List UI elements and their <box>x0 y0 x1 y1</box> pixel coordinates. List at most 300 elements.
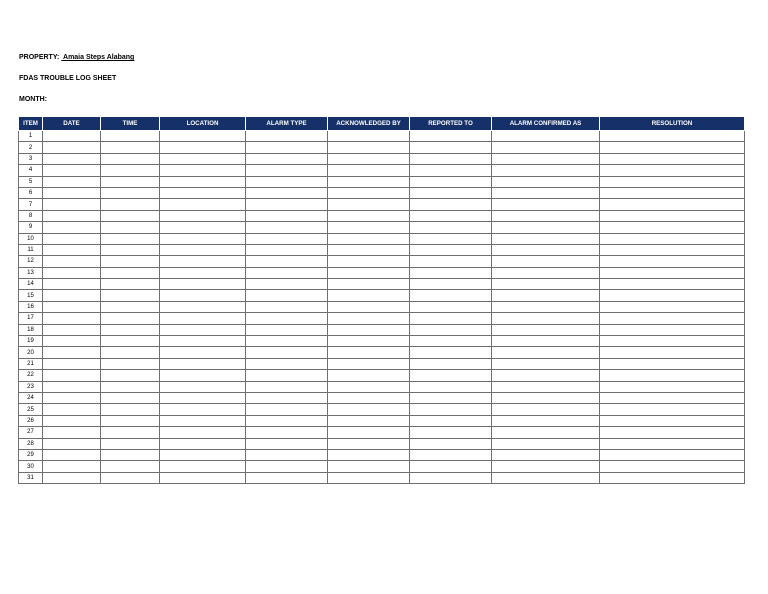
property-label: PROPERTY: <box>19 54 60 61</box>
table-row <box>19 472 745 483</box>
acknowledged-by-cell[interactable] <box>328 392 410 403</box>
table-row <box>19 244 745 255</box>
date-cell[interactable] <box>43 267 101 278</box>
date-cell[interactable] <box>43 336 101 347</box>
date-cell[interactable] <box>43 347 101 358</box>
date-cell[interactable] <box>43 472 101 483</box>
time-cell[interactable] <box>101 449 160 460</box>
acknowledged-by-cell[interactable] <box>328 187 410 198</box>
alarm-type-cell[interactable] <box>246 267 328 278</box>
alarm-confirmed-as-cell[interactable] <box>492 301 600 312</box>
alarm-type-cell[interactable] <box>246 153 328 164</box>
alarm-type-cell[interactable] <box>246 472 328 483</box>
acknowledged-by-cell[interactable] <box>328 165 410 176</box>
alarm-type-cell[interactable] <box>246 165 328 176</box>
date-cell[interactable] <box>43 187 101 198</box>
location-cell[interactable] <box>160 415 246 426</box>
acknowledged-by-cell[interactable] <box>328 233 410 244</box>
time-cell[interactable] <box>101 279 160 290</box>
time-cell[interactable] <box>101 290 160 301</box>
table-row <box>19 279 745 290</box>
date-cell[interactable] <box>43 461 101 472</box>
table-row <box>19 290 745 301</box>
table-row <box>19 176 745 187</box>
table-row <box>19 347 745 358</box>
table-row <box>19 461 745 472</box>
alarm-confirmed-as-cell[interactable] <box>492 415 600 426</box>
table-row <box>19 256 745 267</box>
time-cell[interactable] <box>101 233 160 244</box>
acknowledged-by-cell[interactable] <box>328 438 410 449</box>
date-cell[interactable] <box>43 210 101 221</box>
item-number-cell: 19 <box>19 336 43 347</box>
table-header-row <box>19 117 745 131</box>
resolution-cell[interactable] <box>600 244 745 255</box>
acknowledged-by-cell[interactable] <box>328 199 410 210</box>
acknowledged-by-cell[interactable] <box>328 244 410 255</box>
alarm-type-cell[interactable] <box>246 222 328 233</box>
date-cell[interactable] <box>43 313 101 324</box>
alarm-confirmed-as-cell[interactable] <box>492 210 600 221</box>
location-cell[interactable] <box>160 449 246 460</box>
date-cell[interactable] <box>43 427 101 438</box>
alarm-confirmed-as-cell[interactable] <box>492 427 600 438</box>
time-cell[interactable] <box>101 336 160 347</box>
time-cell[interactable] <box>101 176 160 187</box>
reported-to-cell[interactable] <box>410 301 492 312</box>
alarm-confirmed-as-cell[interactable] <box>492 290 600 301</box>
alarm-type-cell[interactable] <box>246 301 328 312</box>
acknowledged-by-cell[interactable] <box>328 404 410 415</box>
location-cell[interactable] <box>160 370 246 381</box>
acknowledged-by-cell[interactable] <box>328 336 410 347</box>
item-number-cell: 8 <box>19 210 43 221</box>
item-number-cell: 7 <box>19 199 43 210</box>
date-cell[interactable] <box>43 131 101 142</box>
reported-to-cell[interactable] <box>410 370 492 381</box>
col-location-header: LOCATION <box>160 117 246 131</box>
date-cell[interactable] <box>43 256 101 267</box>
date-cell[interactable] <box>43 438 101 449</box>
col-time-header: TIME <box>101 117 160 131</box>
reported-to-cell[interactable] <box>410 461 492 472</box>
reported-to-cell[interactable] <box>410 165 492 176</box>
alarm-type-cell[interactable] <box>246 244 328 255</box>
time-cell[interactable] <box>101 256 160 267</box>
item-number-cell: 27 <box>19 427 43 438</box>
acknowledged-by-cell[interactable] <box>328 267 410 278</box>
alarm-type-cell[interactable] <box>246 381 328 392</box>
item-number-cell: 28 <box>19 438 43 449</box>
trouble-log-table <box>18 116 745 484</box>
location-cell[interactable] <box>160 336 246 347</box>
time-cell[interactable] <box>101 153 160 164</box>
resolution-cell[interactable] <box>600 370 745 381</box>
time-cell[interactable] <box>101 267 160 278</box>
resolution-cell[interactable] <box>600 449 745 460</box>
reported-to-cell[interactable] <box>410 415 492 426</box>
reported-to-cell[interactable] <box>410 392 492 403</box>
alarm-type-cell[interactable] <box>246 142 328 153</box>
time-cell[interactable] <box>101 427 160 438</box>
item-number-cell: 9 <box>19 222 43 233</box>
location-cell[interactable] <box>160 324 246 335</box>
alarm-confirmed-as-cell[interactable] <box>492 142 600 153</box>
date-cell[interactable] <box>43 324 101 335</box>
item-number-cell: 22 <box>19 370 43 381</box>
date-cell[interactable] <box>43 404 101 415</box>
reported-to-cell[interactable] <box>410 267 492 278</box>
acknowledged-by-cell[interactable] <box>328 358 410 369</box>
item-number-cell: 18 <box>19 324 43 335</box>
location-cell[interactable] <box>160 392 246 403</box>
alarm-type-cell[interactable] <box>246 210 328 221</box>
reported-to-cell[interactable] <box>410 187 492 198</box>
date-cell[interactable] <box>43 244 101 255</box>
alarm-type-cell[interactable] <box>246 290 328 301</box>
alarm-confirmed-as-cell[interactable] <box>492 165 600 176</box>
alarm-type-cell[interactable] <box>246 427 328 438</box>
time-cell[interactable] <box>101 142 160 153</box>
item-number-cell: 21 <box>19 358 43 369</box>
reported-to-cell[interactable] <box>410 358 492 369</box>
time-cell[interactable] <box>101 370 160 381</box>
location-cell[interactable] <box>160 358 246 369</box>
resolution-cell[interactable] <box>600 210 745 221</box>
acknowledged-by-cell[interactable] <box>328 256 410 267</box>
time-cell[interactable] <box>101 381 160 392</box>
acknowledged-by-cell[interactable] <box>328 370 410 381</box>
resolution-cell[interactable] <box>600 415 745 426</box>
item-number-cell: 11 <box>19 244 43 255</box>
date-cell[interactable] <box>43 415 101 426</box>
acknowledged-by-cell[interactable] <box>328 279 410 290</box>
item-number-cell: 23 <box>19 381 43 392</box>
item-number-cell: 12 <box>19 256 43 267</box>
table-row <box>19 392 745 403</box>
resolution-cell[interactable] <box>600 187 745 198</box>
alarm-type-cell[interactable] <box>246 449 328 460</box>
acknowledged-by-cell[interactable] <box>328 324 410 335</box>
table-row <box>19 449 745 460</box>
time-cell[interactable] <box>101 358 160 369</box>
time-cell[interactable] <box>101 301 160 312</box>
date-cell[interactable] <box>43 153 101 164</box>
reported-to-cell[interactable] <box>410 142 492 153</box>
location-cell[interactable] <box>160 301 246 312</box>
reported-to-cell[interactable] <box>410 210 492 221</box>
location-cell[interactable] <box>160 176 246 187</box>
item-number-cell: 20 <box>19 347 43 358</box>
reported-to-cell[interactable] <box>410 381 492 392</box>
alarm-type-cell[interactable] <box>246 415 328 426</box>
alarm-type-cell[interactable] <box>246 461 328 472</box>
alarm-type-cell[interactable] <box>246 358 328 369</box>
location-cell[interactable] <box>160 199 246 210</box>
item-number-cell: 1 <box>19 131 43 142</box>
alarm-confirmed-as-cell[interactable] <box>492 222 600 233</box>
col-alarm-type-header: ALARM TYPE <box>246 117 328 131</box>
resolution-cell[interactable] <box>600 290 745 301</box>
reported-to-cell[interactable] <box>410 222 492 233</box>
location-cell[interactable] <box>160 233 246 244</box>
alarm-confirmed-as-cell[interactable] <box>492 336 600 347</box>
location-cell[interactable] <box>160 472 246 483</box>
alarm-type-cell[interactable] <box>246 347 328 358</box>
alarm-type-cell[interactable] <box>246 233 328 244</box>
location-cell[interactable] <box>160 131 246 142</box>
reported-to-cell[interactable] <box>410 347 492 358</box>
table-row <box>19 301 745 312</box>
item-number-cell: 29 <box>19 449 43 460</box>
time-cell[interactable] <box>101 461 160 472</box>
alarm-confirmed-as-cell[interactable] <box>492 176 600 187</box>
alarm-confirmed-as-cell[interactable] <box>492 131 600 142</box>
location-cell[interactable] <box>160 438 246 449</box>
acknowledged-by-cell[interactable] <box>328 461 410 472</box>
alarm-confirmed-as-cell[interactable] <box>492 279 600 290</box>
acknowledged-by-cell[interactable] <box>328 131 410 142</box>
location-cell[interactable] <box>160 381 246 392</box>
alarm-type-cell[interactable] <box>246 199 328 210</box>
resolution-cell[interactable] <box>600 324 745 335</box>
time-cell[interactable] <box>101 404 160 415</box>
resolution-cell[interactable] <box>600 233 745 244</box>
item-number-cell: 14 <box>19 279 43 290</box>
acknowledged-by-cell[interactable] <box>328 176 410 187</box>
date-cell[interactable] <box>43 381 101 392</box>
time-cell[interactable] <box>101 222 160 233</box>
table-row <box>19 415 745 426</box>
alarm-confirmed-as-cell[interactable] <box>492 187 600 198</box>
reported-to-cell[interactable] <box>410 438 492 449</box>
time-cell[interactable] <box>101 199 160 210</box>
acknowledged-by-cell[interactable] <box>328 290 410 301</box>
table-row <box>19 199 745 210</box>
reported-to-cell[interactable] <box>410 233 492 244</box>
alarm-confirmed-as-cell[interactable] <box>492 233 600 244</box>
item-number-cell: 5 <box>19 176 43 187</box>
alarm-confirmed-as-cell[interactable] <box>492 313 600 324</box>
location-cell[interactable] <box>160 290 246 301</box>
time-cell[interactable] <box>101 244 160 255</box>
reported-to-cell[interactable] <box>410 244 492 255</box>
reported-to-cell[interactable] <box>410 472 492 483</box>
resolution-cell[interactable] <box>600 404 745 415</box>
resolution-cell[interactable] <box>600 301 745 312</box>
sheet-title: FDAS TROUBLE LOG SHEET <box>19 75 117 82</box>
date-cell[interactable] <box>43 176 101 187</box>
reported-to-cell[interactable] <box>410 404 492 415</box>
resolution-cell[interactable] <box>600 358 745 369</box>
location-cell[interactable] <box>160 404 246 415</box>
time-cell[interactable] <box>101 313 160 324</box>
alarm-confirmed-as-cell[interactable] <box>492 370 600 381</box>
location-cell[interactable] <box>160 210 246 221</box>
time-cell[interactable] <box>101 131 160 142</box>
col-acknowledged-by-header: ACKNOWLEDGED BY <box>328 117 410 131</box>
alarm-confirmed-as-cell[interactable] <box>492 347 600 358</box>
location-cell[interactable] <box>160 142 246 153</box>
date-cell[interactable] <box>43 279 101 290</box>
acknowledged-by-cell[interactable] <box>328 222 410 233</box>
alarm-confirmed-as-cell[interactable] <box>492 324 600 335</box>
alarm-type-cell[interactable] <box>246 336 328 347</box>
alarm-confirmed-as-cell[interactable] <box>492 381 600 392</box>
item-number-cell: 26 <box>19 415 43 426</box>
item-number-cell: 16 <box>19 301 43 312</box>
alarm-confirmed-as-cell[interactable] <box>492 449 600 460</box>
alarm-confirmed-as-cell[interactable] <box>492 358 600 369</box>
resolution-cell[interactable] <box>600 336 745 347</box>
date-cell[interactable] <box>43 222 101 233</box>
item-number-cell: 4 <box>19 165 43 176</box>
location-cell[interactable] <box>160 427 246 438</box>
col-reported-to-header: REPORTED TO <box>410 117 492 131</box>
alarm-type-cell[interactable] <box>246 279 328 290</box>
alarm-confirmed-as-cell[interactable] <box>492 472 600 483</box>
alarm-confirmed-as-cell[interactable] <box>492 461 600 472</box>
location-cell[interactable] <box>160 244 246 255</box>
location-cell[interactable] <box>160 461 246 472</box>
alarm-confirmed-as-cell[interactable] <box>492 438 600 449</box>
alarm-confirmed-as-cell[interactable] <box>492 153 600 164</box>
date-cell[interactable] <box>43 449 101 460</box>
time-cell[interactable] <box>101 415 160 426</box>
location-cell[interactable] <box>160 267 246 278</box>
time-cell[interactable] <box>101 472 160 483</box>
alarm-confirmed-as-cell[interactable] <box>492 256 600 267</box>
time-cell[interactable] <box>101 165 160 176</box>
resolution-cell[interactable] <box>600 427 745 438</box>
resolution-cell[interactable] <box>600 461 745 472</box>
alarm-type-cell[interactable] <box>246 313 328 324</box>
time-cell[interactable] <box>101 347 160 358</box>
acknowledged-by-cell[interactable] <box>328 210 410 221</box>
resolution-cell[interactable] <box>600 267 745 278</box>
alarm-type-cell[interactable] <box>246 370 328 381</box>
date-cell[interactable] <box>43 142 101 153</box>
time-cell[interactable] <box>101 438 160 449</box>
reported-to-cell[interactable] <box>410 449 492 460</box>
date-cell[interactable] <box>43 233 101 244</box>
resolution-cell[interactable] <box>600 176 745 187</box>
item-number-cell: 2 <box>19 142 43 153</box>
resolution-cell[interactable] <box>600 279 745 290</box>
alarm-type-cell[interactable] <box>246 324 328 335</box>
location-cell[interactable] <box>160 256 246 267</box>
reported-to-cell[interactable] <box>410 256 492 267</box>
acknowledged-by-cell[interactable] <box>328 347 410 358</box>
reported-to-cell[interactable] <box>410 279 492 290</box>
alarm-type-cell[interactable] <box>246 404 328 415</box>
reported-to-cell[interactable] <box>410 336 492 347</box>
alarm-type-cell[interactable] <box>246 176 328 187</box>
location-cell[interactable] <box>160 313 246 324</box>
resolution-cell[interactable] <box>600 381 745 392</box>
time-cell[interactable] <box>101 324 160 335</box>
item-number-cell: 31 <box>19 472 43 483</box>
alarm-confirmed-as-cell[interactable] <box>492 267 600 278</box>
alarm-confirmed-as-cell[interactable] <box>492 404 600 415</box>
item-number-cell: 6 <box>19 187 43 198</box>
resolution-cell[interactable] <box>600 199 745 210</box>
resolution-cell[interactable] <box>600 131 745 142</box>
acknowledged-by-cell[interactable] <box>328 427 410 438</box>
reported-to-cell[interactable] <box>410 199 492 210</box>
resolution-cell[interactable] <box>600 472 745 483</box>
resolution-cell[interactable] <box>600 165 745 176</box>
alarm-type-cell[interactable] <box>246 392 328 403</box>
acknowledged-by-cell[interactable] <box>328 415 410 426</box>
alarm-confirmed-as-cell[interactable] <box>492 392 600 403</box>
reported-to-cell[interactable] <box>410 313 492 324</box>
alarm-type-cell[interactable] <box>246 438 328 449</box>
date-cell[interactable] <box>43 199 101 210</box>
location-cell[interactable] <box>160 165 246 176</box>
acknowledged-by-cell[interactable] <box>328 381 410 392</box>
time-cell[interactable] <box>101 187 160 198</box>
resolution-cell[interactable] <box>600 347 745 358</box>
acknowledged-by-cell[interactable] <box>328 142 410 153</box>
table-row <box>19 404 745 415</box>
date-cell[interactable] <box>43 392 101 403</box>
item-number-cell: 25 <box>19 404 43 415</box>
location-cell[interactable] <box>160 347 246 358</box>
reported-to-cell[interactable] <box>410 290 492 301</box>
resolution-cell[interactable] <box>600 392 745 403</box>
acknowledged-by-cell[interactable] <box>328 153 410 164</box>
resolution-cell[interactable] <box>600 438 745 449</box>
alarm-type-cell[interactable] <box>246 131 328 142</box>
reported-to-cell[interactable] <box>410 324 492 335</box>
table-row <box>19 438 745 449</box>
reported-to-cell[interactable] <box>410 131 492 142</box>
acknowledged-by-cell[interactable] <box>328 301 410 312</box>
reported-to-cell[interactable] <box>410 427 492 438</box>
location-cell[interactable] <box>160 187 246 198</box>
acknowledged-by-cell[interactable] <box>328 449 410 460</box>
reported-to-cell[interactable] <box>410 176 492 187</box>
table-row <box>19 381 745 392</box>
item-number-cell: 17 <box>19 313 43 324</box>
date-cell[interactable] <box>43 301 101 312</box>
acknowledged-by-cell[interactable] <box>328 472 410 483</box>
alarm-confirmed-as-cell[interactable] <box>492 244 600 255</box>
table-row <box>19 222 745 233</box>
resolution-cell[interactable] <box>600 142 745 153</box>
alarm-type-cell[interactable] <box>246 256 328 267</box>
resolution-cell[interactable] <box>600 153 745 164</box>
alarm-type-cell[interactable] <box>246 187 328 198</box>
date-cell[interactable] <box>43 370 101 381</box>
location-cell[interactable] <box>160 153 246 164</box>
table-row <box>19 165 745 176</box>
date-cell[interactable] <box>43 165 101 176</box>
resolution-cell[interactable] <box>600 313 745 324</box>
location-cell[interactable] <box>160 222 246 233</box>
time-cell[interactable] <box>101 392 160 403</box>
date-cell[interactable] <box>43 290 101 301</box>
resolution-cell[interactable] <box>600 256 745 267</box>
resolution-cell[interactable] <box>600 222 745 233</box>
reported-to-cell[interactable] <box>410 153 492 164</box>
location-cell[interactable] <box>160 279 246 290</box>
date-cell[interactable] <box>43 358 101 369</box>
time-cell[interactable] <box>101 210 160 221</box>
alarm-confirmed-as-cell[interactable] <box>492 199 600 210</box>
acknowledged-by-cell[interactable] <box>328 313 410 324</box>
